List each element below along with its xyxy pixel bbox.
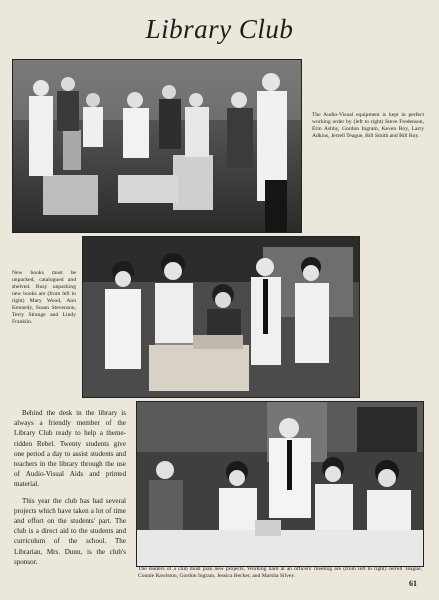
new-books-photo — [82, 236, 360, 398]
article-paragraph: Behind the desk in the library is always a friendly member of the Library Club ready to help a theme-ridden Rebel. Twenty students give one period a day to assist students and teachers in the library through the use of Audio-Visual Aids and printed material. — [14, 409, 126, 489]
club-leaders-photo — [136, 401, 424, 567]
article-body — [14, 408, 126, 567]
article-paragraph: This year the club has had several projects which have taken a lot of time and effort on the students' part. The club is a direct aid to the students and curriculum of the school. The Librarian, Mrs. Dunn, is the club's sponsor. — [14, 496, 126, 566]
audio-visual-caption: The Audio-Visual equipment is kept in perfect working order by (left to right) Steve Fredenson, Erin Ashby, Gordon Ingram, Keven Roy, Larry Adkins, Jerrell Teague, Bill Smith and Bill Roy. — [312, 112, 424, 139]
page-title: Library Club — [145, 14, 294, 44]
new-books-caption: New books must be unpacked, catalogued and shelved. Busy unpacking new books are (from left to right) Mary Wood, Ann Kennedy, Susan Stevenson, Terry Strange and Lindy Franklin. — [12, 270, 76, 325]
club-leaders-caption: The leaders of a club must plan new projects. Working hard at an officers' meeting are (from left to right) Jerrell Teague, Connie Rawlston, Gordon Ingram, Jessica Becker, and Marsha Silvey. — [138, 566, 422, 579]
audio-visual-photo — [12, 59, 302, 233]
page-number: 61 — [409, 579, 417, 588]
